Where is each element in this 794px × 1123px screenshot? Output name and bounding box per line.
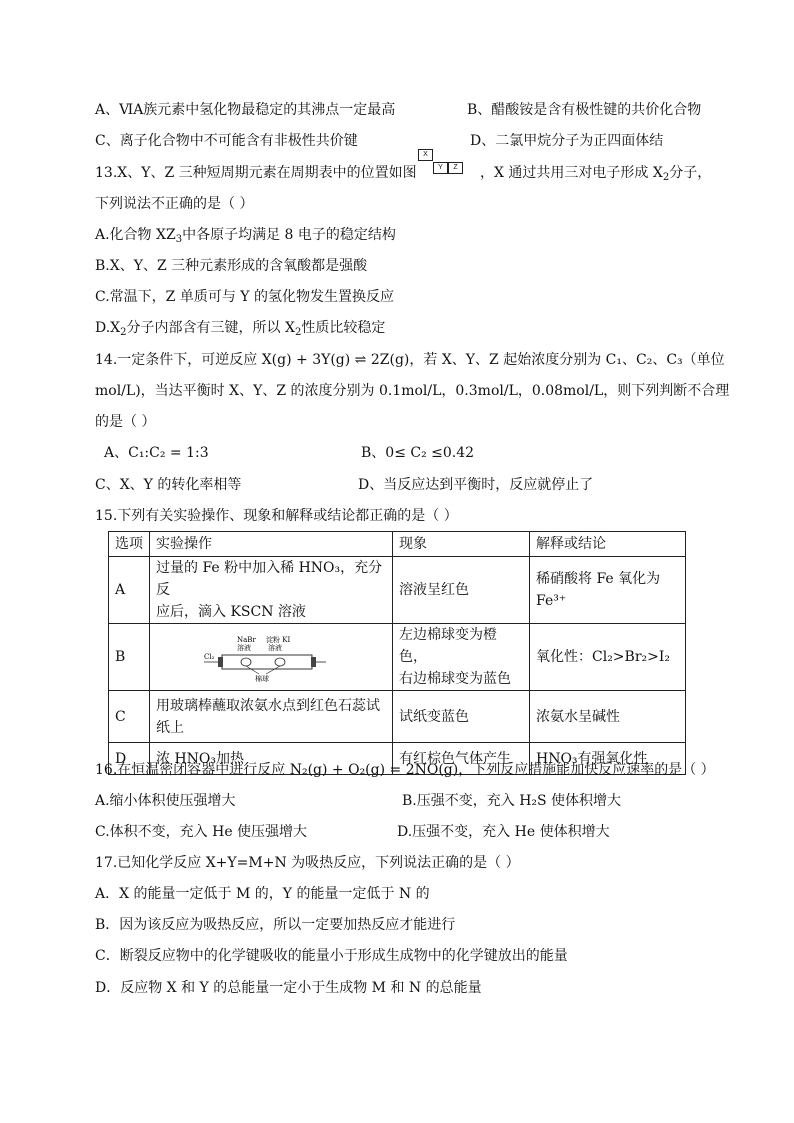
row-option: D [109, 743, 150, 775]
glass-tube [222, 655, 312, 669]
ki-solution-label: 溶液 [268, 644, 282, 652]
row-option: A [109, 557, 150, 624]
q13-a-sub: 3 [175, 234, 183, 245]
phen-line2: 右边棉球变为蓝色 [399, 671, 511, 687]
q17-option-a: A．X 的能量一定低于 M 的，Y 的能量一定低于 N 的 [95, 886, 430, 902]
ki-label: 淀粉 KI [266, 636, 291, 644]
left-cotton-ball [241, 658, 251, 666]
q16-option-b: B.压强不变，充入 H₂S 使体积增大 [402, 793, 622, 809]
q14-stem-line1: 14.一定条件下，可逆反应 X(g) + 3Y(g) ⇌ 2Z(g)，若 X、Y、Z 起始浓度分别为 C₁、C₂、C₃（单位 [95, 352, 725, 368]
experiment-table [108, 531, 686, 775]
q14-option-c: C、X、Y 的转化率相等 [95, 477, 242, 493]
nabr-solution-label: 溶液 [237, 644, 251, 652]
q13-stem-end: 分子， [669, 165, 712, 181]
ball-pointer-left [246, 666, 259, 674]
row-conclusion: HNO₃有强氧化性 [530, 743, 686, 775]
row-operation [150, 624, 393, 691]
header-operation: 实验操作 [150, 532, 393, 557]
q12-option-b: B、醋酸铵是含有极性键的共价化合物 [467, 102, 702, 118]
q13-stem-pre: 13.X、Y、Z 三种短周期元素在周期表中的位置如图 [95, 165, 417, 181]
row-phenomenon: 试纸变蓝色 [393, 691, 530, 743]
row-operation [150, 691, 393, 743]
q13-d-sub2: 2 [294, 327, 302, 338]
q17-option-b: B．因为该反应为吸热反应，所以一定要加热反应才能进行 [95, 917, 456, 933]
q13-option-a [95, 225, 396, 250]
q12-option-c: C、离子化合物中不可能含有非极性共价键 [95, 133, 358, 149]
phen-line1: 左边棉球变为橙色， [399, 627, 497, 665]
q17-stem: 17.已知化学反应 X+Y=M+N 为吸热反应，下列说法正确的是（ ） [95, 855, 520, 871]
row-option: C [109, 691, 150, 743]
q14-option-b: B、0≤ C₂ ≤0.42 [361, 445, 475, 461]
table-row [109, 557, 686, 624]
q12-option-d: D、二氯甲烷分子为正四面体结 [470, 133, 664, 149]
q13-stem-line1-post [480, 163, 711, 188]
left-stopper [218, 657, 223, 667]
ball-pointer-right [266, 666, 280, 674]
q13-stem-post: ，X 通过共用三对电子形成 X [480, 165, 663, 181]
conc-line2: Fe³⁺ [536, 593, 567, 609]
table-row [109, 691, 686, 743]
q14-option-d: D、当反应达到平衡时，反应就停止了 [358, 477, 594, 493]
halogen-tube-apparatus [156, 632, 386, 682]
q14-stem-line3: 的是（ ） [95, 414, 156, 430]
row-phenomenon [393, 624, 530, 691]
row-conclusion: 氧化性：Cl₂>Br₂>I₂ [530, 624, 686, 691]
cl2-label: Cl₂ [204, 653, 215, 661]
q13-d-mid: 分子内部含有三键，所以 X [126, 320, 295, 336]
q13-option-d [95, 318, 385, 343]
q12-option-a: A、ⅥA族元素中氢化物最稳定的其沸点一定最高 [95, 102, 396, 118]
row-phenomenon: 溶液呈红色 [393, 557, 530, 624]
q13-option-c: C.常温下，Z 单质可与 Y 的氢化物发生置换反应 [95, 289, 394, 305]
ball-label: 棉球 [255, 675, 269, 682]
table-row [109, 624, 686, 691]
q13-d-sub1: 2 [120, 327, 127, 338]
header-option: 选项 [109, 532, 150, 557]
q15-stem: 15.下列有关实验操作、现象和解释或结论都正确的是（ ） [95, 508, 458, 524]
row-operation: 浓 HNO₃加热 [150, 743, 393, 775]
op-line2: 纸上 [156, 719, 184, 736]
cell-x: X [418, 149, 433, 161]
q13-d-pre: D.X [95, 320, 121, 336]
row-phenomenon: 有红棕色气体产生 [393, 743, 530, 775]
nabr-label: NaBr [237, 636, 256, 644]
right-stopper [311, 657, 316, 667]
row-conclusion [530, 557, 686, 624]
conc-line1: 稀硝酸将 Fe 氧化为 [536, 571, 661, 587]
q16-option-c: C.体积不变，充入 He 使压强增大 [95, 824, 308, 840]
q13-a-pre: A.化合物 XZ [95, 227, 176, 243]
table-header-row [109, 532, 686, 557]
q14-option-a: A、C₁:C₂ = 1:3 [104, 445, 209, 461]
q13-stem-line2: 下列说法不正确的是（ ） [95, 196, 254, 212]
q16-option-d: D.压强不变，充入 He 使体积增大 [397, 824, 610, 840]
q16-stem: 16.在恒温密闭容器中进行反应 N₂(g) + O₂(g) = 2NO(g)，下列反应措施能加快反应速率的是（ ） [95, 762, 715, 778]
q13-a-post: 中各原子均满足 8 电子的稳定结构 [182, 227, 396, 243]
q17-option-d: D．反应物 X 和 Y 的总能量一定小于生成物 M 和 N 的总能量 [95, 980, 482, 996]
row-operation [150, 557, 393, 624]
op-line1: 用玻璃棒蘸取浓氨水点到红色石蕊试 [156, 697, 380, 714]
q13-sub: 2 [662, 172, 670, 183]
cell-y: Y [433, 162, 448, 174]
header-phenomenon: 现象 [393, 532, 530, 557]
row-conclusion: 浓氨水呈碱性 [530, 691, 686, 743]
header-conclusion: 解释或结论 [530, 532, 686, 557]
q13-option-b: B.X、Y、Z 三种元素形成的含氧酸都是强酸 [95, 258, 368, 274]
periodic-position-figure [418, 149, 468, 177]
op-line1: 过量的 Fe 粉中加入稀 HNO₃，充分反 [156, 560, 383, 598]
q14-stem-line2: mol/L)，当达平衡时 X、Y、Z 的浓度分别为 0.1mol/L，0.3mol/L，0.08mol/L，则下列判断不合理 [95, 383, 730, 399]
row-option: B [109, 624, 150, 691]
q16-option-a: A.缩小体积使压强增大 [95, 793, 236, 809]
right-cotton-ball [275, 658, 285, 666]
op-line2: 应后，滴入 KSCN 溶液 [156, 604, 306, 620]
q13-d-post: 性质比较稳定 [301, 320, 386, 336]
cell-z: Z [448, 162, 463, 174]
q17-option-c: C．断裂反应物中的化学键吸收的能量小于形成生成物中的化学键放出的能量 [95, 948, 568, 964]
q13-stem-line1 [95, 163, 417, 183]
